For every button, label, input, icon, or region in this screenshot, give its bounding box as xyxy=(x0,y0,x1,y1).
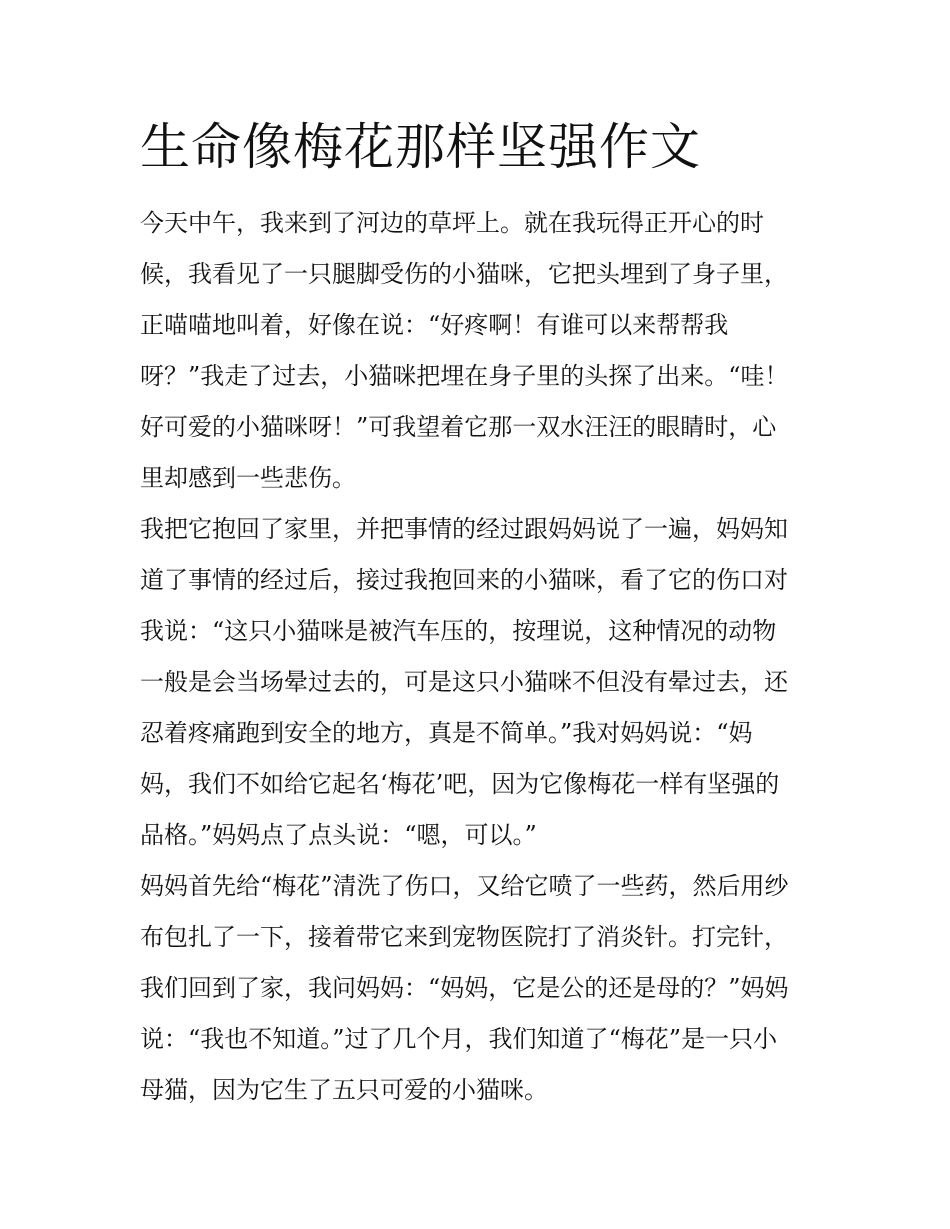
body-line-17: 说：“我也不知道。”过了几个月，我们知道了“梅花”是一只小 xyxy=(140,1025,778,1053)
body-line-5: 好可爱的小猫咪呀！”可我望着它那一双水汪汪的眼睛时，心 xyxy=(140,413,777,441)
body-line-16: 我们回到了家，我问妈妈：“妈妈，它是公的还是母的？”妈妈 xyxy=(140,974,789,1002)
body-line-14: 妈妈首先给“梅花”清洗了伤口，又给它喷了一些药，然后用纱 xyxy=(140,872,789,900)
body-line-9: 我说：“这只小猫咪是被汽车压的，按理说，这种情况的动物 xyxy=(140,617,777,645)
body-line-7: 我把它抱回了家里，并把事情的经过跟妈妈说了一遍，妈妈知 xyxy=(140,515,788,543)
page-title: 生命像梅花那样坚强作文 xyxy=(140,118,701,176)
body-line-4: 呀？”我走了过去，小猫咪把埋在身子里的头探了出来。“哇！ xyxy=(140,362,789,390)
body-line-3: 正喵喵地叫着，好像在说：“好疼啊！有谁可以来帮帮我 xyxy=(140,311,729,339)
body-line-15: 布包扎了一下，接着带它来到宠物医院打了消炎针。打完针， xyxy=(140,923,788,951)
body-line-13: 品格。”妈妈点了点头说：“嗯，可以。” xyxy=(140,821,537,849)
body-line-10: 一般是会当场晕过去的，可是这只小猫咪不但没有晕过去，还 xyxy=(140,668,788,696)
body-line-8: 道了事情的经过后，接过我抱回来的小猫咪，看了它的伤口对 xyxy=(140,566,788,594)
body-line-6: 里却感到一些悲伤。 xyxy=(140,464,356,492)
body-line-11: 忍着疼痛跑到安全的地方，真是不简单。”我对妈妈说：“妈 xyxy=(140,719,753,747)
body-line-2: 候，我看见了一只腿脚受伤的小猫咪，它把头埋到了身子里， xyxy=(140,260,788,288)
body-line-18: 母猫，因为它生了五只可爱的小猫咪。 xyxy=(140,1076,548,1104)
body-line-12: 妈，我们不如给它起名‘梅花’吧，因为它像梅花一样有坚强的 xyxy=(140,770,780,798)
body-line-1: 今天中午，我来到了河边的草坪上。就在我玩得正开心的时 xyxy=(140,209,764,237)
